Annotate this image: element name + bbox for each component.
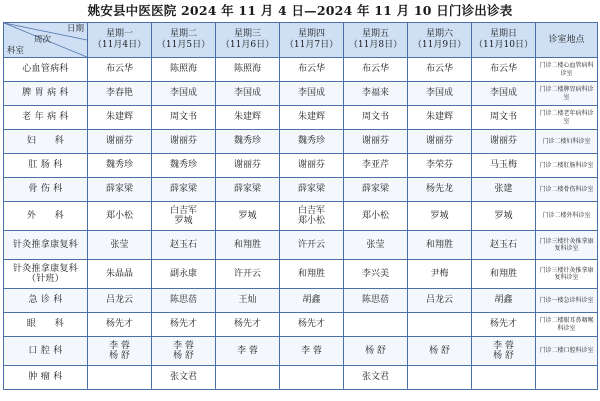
doctor-cell	[216, 58, 280, 82]
doctor-name: 薛家梁	[233, 184, 261, 195]
doctor-cell	[216, 106, 280, 130]
doctor-cell	[408, 130, 472, 154]
doctor-cell	[88, 154, 152, 178]
doctor-name: 罗城	[430, 210, 449, 221]
doctor-cell	[88, 58, 152, 82]
doctor-name: 谢丽芬	[425, 136, 453, 147]
doctor-name: 张文君	[169, 372, 197, 383]
doctor-cell	[280, 231, 344, 260]
doctor-cell	[472, 231, 536, 260]
doctor-cell	[216, 178, 280, 202]
doctor-cell	[216, 231, 280, 260]
doctor-cell	[88, 337, 152, 366]
location-cell: 门诊二楼口腔科诊室	[536, 337, 598, 366]
doctor-cell	[344, 337, 408, 366]
doctor-name: 郑小松	[361, 210, 389, 221]
doctor-name: 和翔胜	[233, 239, 261, 250]
doctor-name: 李亚芹	[361, 160, 389, 171]
doctor-name: 李国成	[489, 88, 517, 99]
location-cell: 门诊二楼骨伤科诊室	[536, 178, 598, 202]
doctor-cell	[216, 289, 280, 313]
doctor-cell	[152, 58, 216, 82]
doctor-cell	[408, 178, 472, 202]
doctor-name: 张莹	[110, 239, 129, 250]
doctor-cell	[88, 82, 152, 106]
doctor-cell	[216, 366, 280, 390]
doctor-name: 谢丽芬	[361, 136, 389, 147]
table-row	[4, 178, 598, 202]
doctor-cell	[280, 313, 344, 337]
location-cell	[536, 366, 598, 390]
doctor-name: 杨先龙	[425, 184, 453, 195]
column-header-fri: 星期五 （11月8日）	[344, 23, 408, 58]
doctor-cell	[472, 106, 536, 130]
location-cell: 门诊一楼急诊科诊室	[536, 289, 598, 313]
doctor-name: 布云华	[489, 64, 517, 75]
table-row	[4, 337, 598, 366]
doctor-name: 李国成	[297, 88, 325, 99]
doctor-name: 王灿	[238, 295, 257, 306]
doctor-name: 朱晶晶	[105, 268, 133, 279]
doctor-cell	[216, 154, 280, 178]
doctor-name: 郑小松	[105, 210, 133, 221]
location-cell: 门诊三楼针灸推拿康复科诊室	[536, 260, 598, 289]
doctor-name: 谢丽芬	[297, 160, 325, 171]
column-header-sun: 星期日 （11月10日）	[472, 23, 536, 58]
doctor-cell	[408, 82, 472, 106]
doctor-name: 张建	[494, 184, 513, 195]
location-cell: 门诊二楼脾胃病科诊室	[536, 82, 598, 106]
doctor-cell	[408, 202, 472, 231]
department-cell: 肿 瘤 科	[4, 366, 88, 390]
doctor-name: 杨 舒	[365, 345, 386, 356]
department-cell: 妇 科	[4, 130, 88, 154]
doctor-name: 胡鑫	[494, 295, 513, 306]
doctor-cell	[152, 178, 216, 202]
doctor-cell	[280, 337, 344, 366]
doctor-cell	[152, 202, 216, 231]
doctor-name: 白吉军	[169, 205, 197, 216]
doctor-cell	[472, 178, 536, 202]
doctor-name: 马玉梅	[489, 160, 517, 171]
doctor-name: 杨 舒	[493, 351, 514, 361]
table-row	[4, 231, 598, 260]
schedule-table	[3, 22, 598, 390]
doctor-cell	[344, 260, 408, 289]
department-cell: 针灸推拿康复科（针班）	[4, 260, 88, 289]
doctor-name: 胡鑫	[302, 295, 321, 306]
doctor-cell	[344, 178, 408, 202]
doctor-cell	[152, 366, 216, 390]
location-cell: 门诊二楼心血管病科诊室	[536, 58, 598, 82]
department-cell: 老 年 病 科	[4, 106, 88, 130]
doctor-name: 副永康	[169, 268, 197, 279]
column-header-tue: 星期二 （11月5日）	[152, 23, 216, 58]
doctor-cell	[344, 58, 408, 82]
doctor-cell	[152, 313, 216, 337]
doctor-name: 罗城	[494, 210, 513, 221]
doctor-name: 陈照海	[233, 64, 261, 75]
table-row	[4, 154, 598, 178]
doctor-name: 李 蓉	[493, 340, 514, 351]
doctor-cell	[344, 289, 408, 313]
doctor-name: 李春艳	[105, 88, 133, 99]
location-cell: 门诊二楼肛肠科诊室	[536, 154, 598, 178]
doctor-name: 吕龙云	[425, 295, 453, 306]
doctor-name: 杨先才	[105, 319, 133, 330]
doctor-cell	[152, 82, 216, 106]
doctor-cell	[408, 260, 472, 289]
doctor-name: 赵玉石	[489, 239, 517, 250]
doctor-name: 李 蓉	[237, 345, 258, 356]
table-row	[4, 202, 598, 231]
column-header-sat: 星期六 （11月9日）	[408, 23, 472, 58]
doctor-cell	[152, 231, 216, 260]
doctor-name: 罗城	[174, 216, 193, 226]
doctor-name: 布云华	[105, 64, 133, 75]
doctor-name: 杨先才	[489, 319, 517, 330]
doctor-name: 和翔胜	[425, 239, 453, 250]
location-cell: 门诊二楼眼耳鼻咽喉科诊室	[536, 313, 598, 337]
doctor-name: 李 蓉	[173, 340, 194, 351]
doctor-cell	[280, 366, 344, 390]
doctor-name: 薛家梁	[361, 184, 389, 195]
doctor-name: 朱建辉	[233, 112, 261, 123]
corner-dept-label: 科室	[7, 46, 25, 56]
doctor-cell	[280, 178, 344, 202]
doctor-name: 许开云	[233, 268, 261, 279]
doctor-cell	[216, 130, 280, 154]
doctor-name: 李荣芬	[425, 160, 453, 171]
column-header-location: 诊室地点	[536, 23, 598, 58]
doctor-name: 朱建辉	[105, 112, 133, 123]
doctor-name: 薛家梁	[297, 184, 325, 195]
doctor-name: 谢丽芬	[105, 136, 133, 147]
doctor-name: 谢丽芬	[169, 136, 197, 147]
doctor-cell	[344, 231, 408, 260]
page-title: 姚安县中医医院 2024 年 11 月 4 日—2024 年 11 月 10 日门诊出诊表	[87, 3, 513, 18]
doctor-cell	[216, 260, 280, 289]
table-row	[4, 366, 598, 390]
doctor-name: 周文书	[489, 112, 517, 123]
doctor-cell	[216, 202, 280, 231]
doctor-name: 白吉军	[297, 205, 325, 216]
department-cell: 针灸推拿康复科	[4, 231, 88, 260]
doctor-cell	[152, 154, 216, 178]
doctor-name: 朱建辉	[425, 112, 453, 123]
location-cell: 门诊二楼妇科诊室	[536, 130, 598, 154]
doctor-name: 尹梅	[430, 268, 449, 279]
doctor-cell	[88, 366, 152, 390]
doctor-name: 陈思蓓	[361, 295, 389, 306]
department-cell: 骨 伤 科	[4, 178, 88, 202]
column-header-thu: 星期四 （11月7日）	[280, 23, 344, 58]
doctor-name: 薛家梁	[105, 184, 133, 195]
table-row	[4, 82, 598, 106]
doctor-cell	[280, 58, 344, 82]
doctor-name: 魏秀珍	[297, 136, 325, 147]
doctor-cell	[408, 313, 472, 337]
doctor-name: 李 蓉	[109, 340, 130, 351]
doctor-cell	[472, 260, 536, 289]
doctor-cell	[88, 202, 152, 231]
department-cell: 外 科	[4, 202, 88, 231]
schedule-body	[4, 58, 598, 390]
doctor-cell	[408, 337, 472, 366]
doctor-name: 魏秀珍	[233, 136, 261, 147]
department-cell: 眼 科	[4, 313, 88, 337]
doctor-name: 杨先才	[169, 319, 197, 330]
doctor-cell	[88, 260, 152, 289]
location-cell: 门诊二楼老年病科诊室	[536, 106, 598, 130]
doctor-name: 张莹	[366, 239, 385, 250]
doctor-cell	[280, 154, 344, 178]
doctor-cell	[280, 106, 344, 130]
doctor-cell	[216, 82, 280, 106]
doctor-name: 李国成	[169, 88, 197, 99]
doctor-name: 杨先才	[233, 319, 261, 330]
doctor-cell	[472, 130, 536, 154]
doctor-name: 李福来	[361, 88, 389, 99]
doctor-cell	[216, 337, 280, 366]
table-row	[4, 58, 598, 82]
doctor-cell	[472, 82, 536, 106]
column-header-wed: 星期三 （11月6日）	[216, 23, 280, 58]
doctor-cell	[472, 202, 536, 231]
corner-week-label: 周次	[34, 35, 52, 45]
header-row	[4, 23, 598, 58]
table-row	[4, 313, 598, 337]
doctor-name: 朱建辉	[297, 112, 325, 123]
doctor-cell	[344, 130, 408, 154]
doctor-cell	[472, 58, 536, 82]
doctor-cell	[152, 106, 216, 130]
department-cell: 脾 胃 病 科	[4, 82, 88, 106]
doctor-cell	[408, 366, 472, 390]
doctor-name: 薛家梁	[169, 184, 197, 195]
doctor-cell	[408, 106, 472, 130]
doctor-name: 谢丽芬	[233, 160, 261, 171]
doctor-name: 周文书	[361, 112, 389, 123]
department-cell: 急 诊 科	[4, 289, 88, 313]
doctor-cell	[280, 260, 344, 289]
doctor-name: 魏秀珍	[105, 160, 133, 171]
doctor-name: 赵玉石	[169, 239, 197, 250]
doctor-name: 许开云	[297, 239, 325, 250]
doctor-cell	[472, 337, 536, 366]
doctor-cell	[344, 313, 408, 337]
department-cell: 心血管病科	[4, 58, 88, 82]
doctor-cell	[408, 289, 472, 313]
doctor-name: 杨 舒	[109, 351, 130, 361]
location-cell: 门诊三楼针灸推拿康复科诊室	[536, 231, 598, 260]
doctor-cell	[408, 58, 472, 82]
department-cell: 口 腔 科	[4, 337, 88, 366]
doctor-name: 谢丽芬	[489, 136, 517, 147]
corner-cell	[4, 23, 88, 58]
table-row	[4, 289, 598, 313]
doctor-cell	[280, 202, 344, 231]
doctor-name: 陈照海	[169, 64, 197, 75]
location-cell: 门诊二楼外科诊室	[536, 202, 598, 231]
corner-date-label: 日期	[66, 24, 84, 34]
doctor-cell	[152, 260, 216, 289]
table-row	[4, 260, 598, 289]
doctor-name: 李兴美	[361, 268, 389, 279]
doctor-cell	[152, 337, 216, 366]
doctor-cell	[408, 231, 472, 260]
doctor-cell	[408, 154, 472, 178]
doctor-name: 和翔胜	[297, 268, 325, 279]
doctor-name: 布云华	[425, 64, 453, 75]
doctor-cell	[152, 130, 216, 154]
doctor-name: 布云华	[297, 64, 325, 75]
doctor-cell	[88, 106, 152, 130]
doctor-name: 杨 舒	[429, 345, 450, 356]
doctor-name: 李国成	[233, 88, 261, 99]
doctor-name: 布云华	[361, 64, 389, 75]
doctor-name: 郑小松	[297, 216, 325, 226]
doctor-name: 李 蓉	[301, 345, 322, 356]
doctor-name: 魏秀珍	[169, 160, 197, 171]
table-row	[4, 130, 598, 154]
doctor-cell	[216, 313, 280, 337]
doctor-name: 周文书	[169, 112, 197, 123]
doctor-cell	[344, 202, 408, 231]
table-row	[4, 106, 598, 130]
doctor-cell	[88, 130, 152, 154]
column-header-mon: 星期一 （11月4日）	[88, 23, 152, 58]
doctor-name: 罗城	[238, 210, 257, 221]
doctor-name: 陈思蓓	[169, 295, 197, 306]
doctor-name: 张文君	[361, 372, 389, 383]
doctor-cell	[344, 82, 408, 106]
doctor-cell	[344, 154, 408, 178]
department-cell: 肛 肠 科	[4, 154, 88, 178]
doctor-cell	[280, 82, 344, 106]
doctor-cell	[344, 106, 408, 130]
doctor-cell	[88, 178, 152, 202]
doctor-cell	[344, 366, 408, 390]
doctor-cell	[88, 289, 152, 313]
doctor-cell	[472, 313, 536, 337]
doctor-cell	[280, 289, 344, 313]
doctor-cell	[472, 366, 536, 390]
doctor-name: 和翔胜	[489, 268, 517, 279]
doctor-cell	[472, 154, 536, 178]
doctor-cell	[472, 289, 536, 313]
doctor-name: 李国成	[425, 88, 453, 99]
doctor-name: 吕龙云	[105, 295, 133, 306]
doctor-name: 杨 舒	[173, 351, 194, 361]
doctor-cell	[280, 130, 344, 154]
doctor-cell	[152, 289, 216, 313]
doctor-cell	[88, 231, 152, 260]
doctor-cell	[88, 313, 152, 337]
doctor-name: 杨先才	[297, 319, 325, 330]
